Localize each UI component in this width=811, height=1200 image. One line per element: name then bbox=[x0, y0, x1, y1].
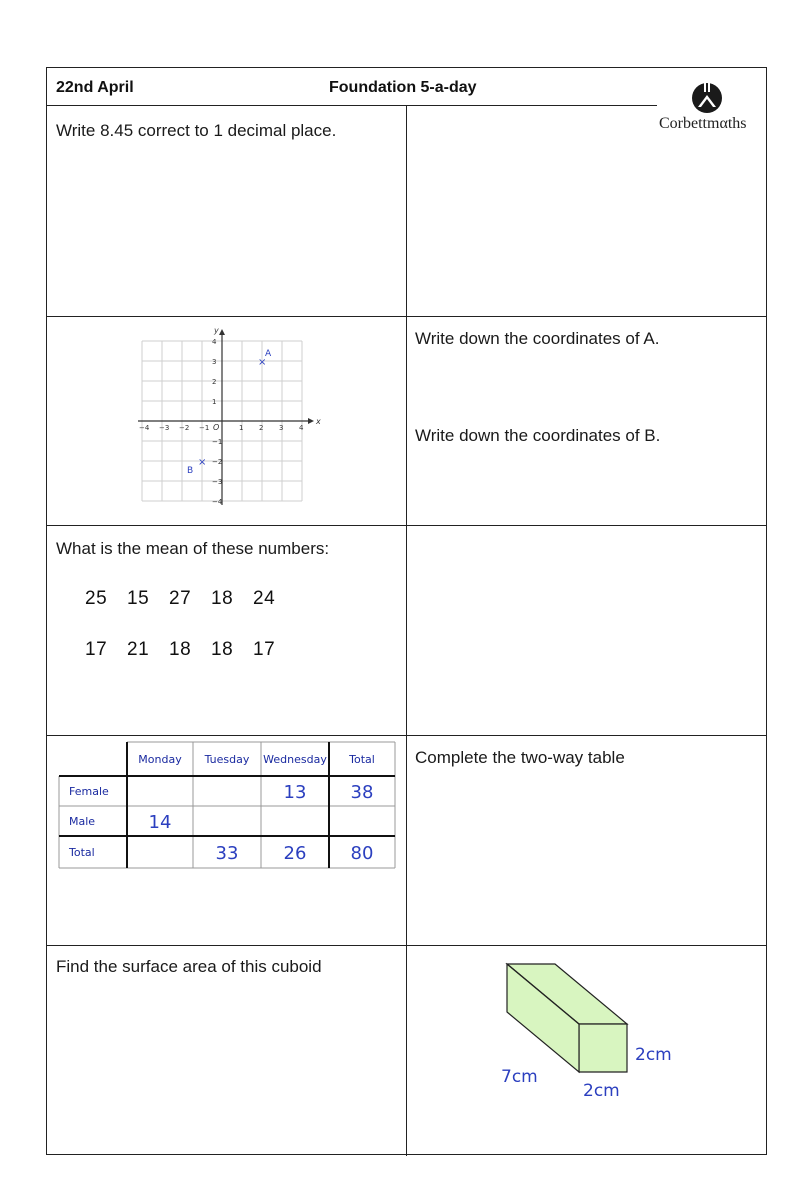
number-row1-2: 15 bbox=[127, 588, 150, 609]
x-tick-label: 4 bbox=[299, 424, 304, 432]
number-row2-4: 18 bbox=[211, 639, 234, 660]
y-axis-label: y bbox=[214, 326, 219, 335]
y-tick-label: 3 bbox=[212, 358, 217, 366]
number-row2-2: 21 bbox=[127, 639, 150, 660]
point-a-label: A bbox=[265, 349, 272, 359]
number-row1-4: 18 bbox=[211, 588, 234, 609]
worksheet-date: 22nd April bbox=[56, 79, 134, 96]
numbers-row-2 bbox=[85, 639, 295, 661]
y-tick-label: −3 bbox=[212, 478, 223, 486]
y-tick-label: −4 bbox=[212, 498, 223, 506]
number-row1-3: 27 bbox=[169, 588, 192, 609]
question-5-text: Find the surface area of this cuboid bbox=[56, 957, 322, 976]
row-divider-3 bbox=[47, 735, 766, 736]
y-tick-label: 2 bbox=[212, 378, 217, 386]
two-way-table bbox=[57, 740, 399, 874]
point-b-marker: × bbox=[198, 457, 207, 468]
x-tick-label: −3 bbox=[159, 424, 170, 432]
x-tick-label: −2 bbox=[179, 424, 190, 432]
cuboid-length-label: 7cm bbox=[501, 1067, 538, 1087]
x-tick-label: −1 bbox=[199, 424, 210, 432]
cuboid-front-face bbox=[579, 1024, 627, 1072]
table-cell: 38 bbox=[350, 782, 374, 803]
point-a-marker: × bbox=[258, 357, 267, 368]
question-2b-text: Write down the coordinates of B. bbox=[415, 426, 661, 445]
table-cell: 14 bbox=[148, 812, 172, 833]
logo-text: Corbettmαths bbox=[659, 115, 747, 132]
x-axis-label: x bbox=[316, 417, 321, 426]
table-cell: 13 bbox=[283, 782, 307, 803]
question-1-text: Write 8.45 correct to 1 decimal place. bbox=[56, 121, 337, 140]
table-row-label: Female bbox=[69, 785, 109, 798]
number-row2-5: 17 bbox=[253, 639, 276, 660]
worksheet bbox=[46, 67, 767, 1155]
table-header: Monday bbox=[138, 753, 182, 766]
cuboid-diagram bbox=[487, 956, 727, 1106]
number-row1-1: 25 bbox=[85, 588, 108, 609]
y-tick-label: 4 bbox=[212, 338, 217, 346]
x-tick-label: 3 bbox=[279, 424, 284, 432]
corbettmaths-logo bbox=[656, 80, 768, 136]
row-divider-4 bbox=[47, 945, 766, 946]
table-row-label: Male bbox=[69, 815, 96, 828]
numbers-row-1 bbox=[85, 588, 295, 610]
y-tick-label: −1 bbox=[212, 438, 223, 446]
y-tick-label: −2 bbox=[212, 458, 223, 466]
worksheet-title: Foundation 5-a-day bbox=[329, 79, 477, 96]
x-tick-label: 1 bbox=[239, 424, 244, 432]
coordinate-grid bbox=[137, 326, 327, 506]
corbettmaths-logo-icon bbox=[656, 80, 768, 114]
row-divider-1 bbox=[47, 316, 766, 317]
y-tick-label: 1 bbox=[212, 398, 217, 406]
table-cell: 80 bbox=[350, 843, 374, 864]
number-row2-1: 17 bbox=[85, 639, 108, 660]
column-divider bbox=[406, 106, 407, 1156]
table-header: Wednesday bbox=[263, 753, 327, 766]
cuboid-width-label: 2cm bbox=[583, 1081, 620, 1101]
x-tick-label: −4 bbox=[139, 424, 150, 432]
header-divider bbox=[47, 105, 657, 106]
number-row1-5: 24 bbox=[253, 588, 276, 609]
row-divider-2 bbox=[47, 525, 766, 526]
question-4-text: Complete the two-way table bbox=[415, 748, 625, 767]
table-header: Tuesday bbox=[204, 753, 250, 766]
table-row-label: Total bbox=[69, 846, 95, 859]
x-tick-label: 2 bbox=[259, 424, 264, 432]
number-row2-3: 18 bbox=[169, 639, 192, 660]
question-2a-text: Write down the coordinates of A. bbox=[415, 329, 660, 348]
question-3-text: What is the mean of these numbers: bbox=[56, 539, 330, 558]
table-cell: 26 bbox=[283, 843, 307, 864]
point-b-label: B bbox=[187, 466, 194, 476]
table-cell: 33 bbox=[215, 843, 239, 864]
table-header: Total bbox=[349, 753, 375, 766]
origin-label: O bbox=[213, 423, 220, 432]
cuboid-height-label: 2cm bbox=[635, 1045, 672, 1065]
